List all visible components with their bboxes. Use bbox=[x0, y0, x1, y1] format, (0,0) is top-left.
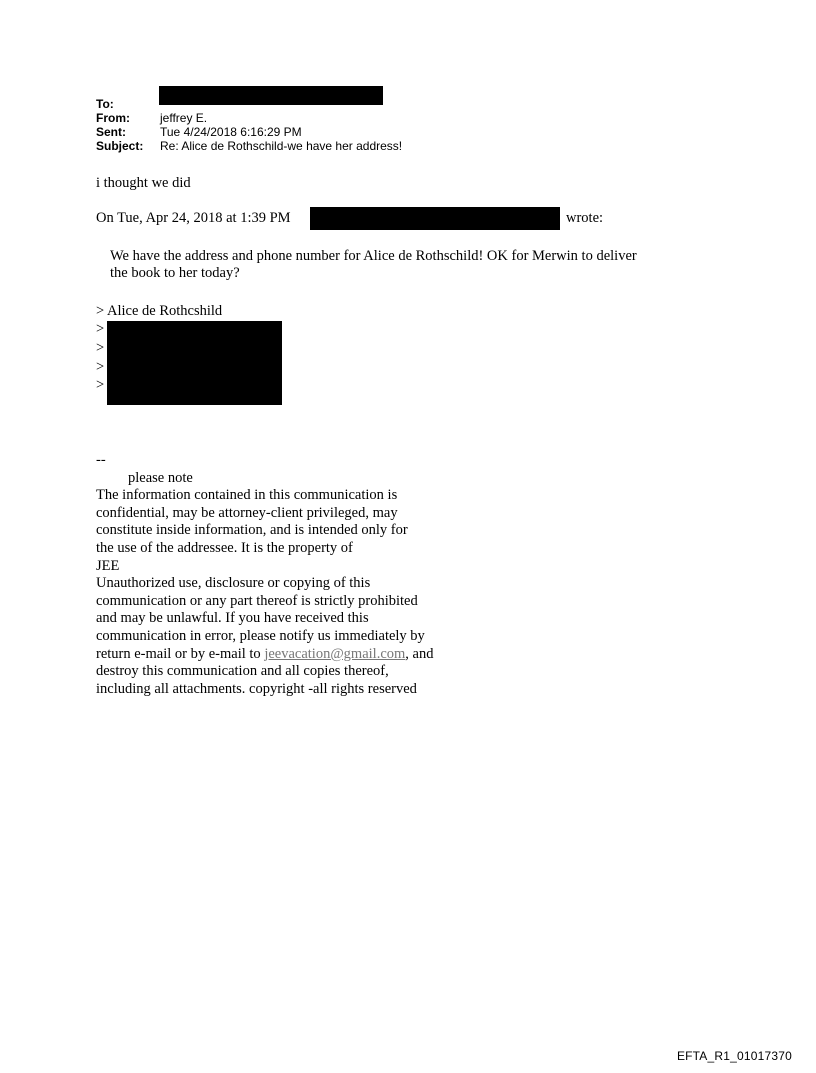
subject-label: Subject: bbox=[96, 139, 144, 153]
disclaimer-line: constitute inside information, and is intended only for bbox=[96, 522, 408, 539]
disclaimer-line: confidential, may be attorney-client privileged, may bbox=[96, 504, 398, 521]
from-row bbox=[96, 111, 402, 125]
quote-marker: > bbox=[96, 359, 105, 375]
quoted-line-2: the book to her today? bbox=[110, 265, 240, 281]
email-link[interactable]: jeevacation@gmail.com bbox=[264, 645, 406, 662]
sent-value: Tue 4/24/2018 6:16:29 PM bbox=[160, 125, 302, 139]
to-label: To: bbox=[96, 97, 114, 111]
quoted-line-1: We have the address and phone number for Alice de Rothschild! OK for Merwin to deliver bbox=[110, 248, 637, 264]
document-id: EFTA_R1_01017370 bbox=[676, 1049, 792, 1063]
signature-note: please note bbox=[128, 469, 193, 486]
subject-value: Re: Alice de Rothschild-we have her address! bbox=[160, 139, 403, 153]
to-address-redaction bbox=[159, 86, 383, 105]
disclaimer-line: Unauthorized use, disclosure or copying of this bbox=[96, 575, 371, 592]
disclaimer-line: The information contained in this communication is bbox=[96, 487, 398, 504]
address-redaction bbox=[107, 321, 282, 405]
sent-label: Sent: bbox=[96, 125, 126, 139]
quote-name-line: > Alice de Rothcshild bbox=[96, 303, 223, 319]
from-value: jeffrey E. bbox=[160, 111, 208, 125]
signature-separator: -- bbox=[96, 452, 106, 468]
email-line-suffix: , and bbox=[405, 645, 434, 662]
disclaimer-line: including all attachments. copyright -all rights reserved bbox=[96, 680, 417, 697]
quote-marker: > bbox=[96, 340, 105, 356]
disclaimer-line: communication or any part thereof is strictly prohibited bbox=[96, 592, 418, 609]
quote-marker: > bbox=[96, 321, 105, 337]
disclaimer-line: communication in error, please notify us immediately by bbox=[96, 627, 425, 644]
quote-marker: > bbox=[96, 377, 105, 393]
sender-redaction bbox=[310, 207, 560, 230]
quote-intro-suffix: wrote: bbox=[566, 210, 604, 226]
subject-row bbox=[96, 139, 402, 153]
email-header bbox=[96, 97, 402, 153]
disclaimer-line: the use of the addressee. It is the property of bbox=[96, 539, 353, 556]
email-line-prefix: return e-mail or by e-mail to bbox=[96, 645, 265, 662]
quote-intro bbox=[96, 210, 291, 227]
disclaimer-line: and may be unlawful. If you have received this bbox=[96, 610, 369, 627]
reply-text: i thought we did bbox=[96, 175, 191, 191]
quote-intro-prefix: On Tue, Apr 24, 2018 at 1:39 PM bbox=[96, 210, 291, 226]
sent-row bbox=[96, 125, 402, 139]
disclaimer-line: JEE bbox=[96, 557, 120, 574]
signature-block bbox=[96, 452, 433, 698]
from-label: From: bbox=[96, 111, 130, 125]
email-line bbox=[96, 646, 433, 664]
disclaimer-line: destroy this communication and all copies thereof, bbox=[96, 663, 389, 680]
